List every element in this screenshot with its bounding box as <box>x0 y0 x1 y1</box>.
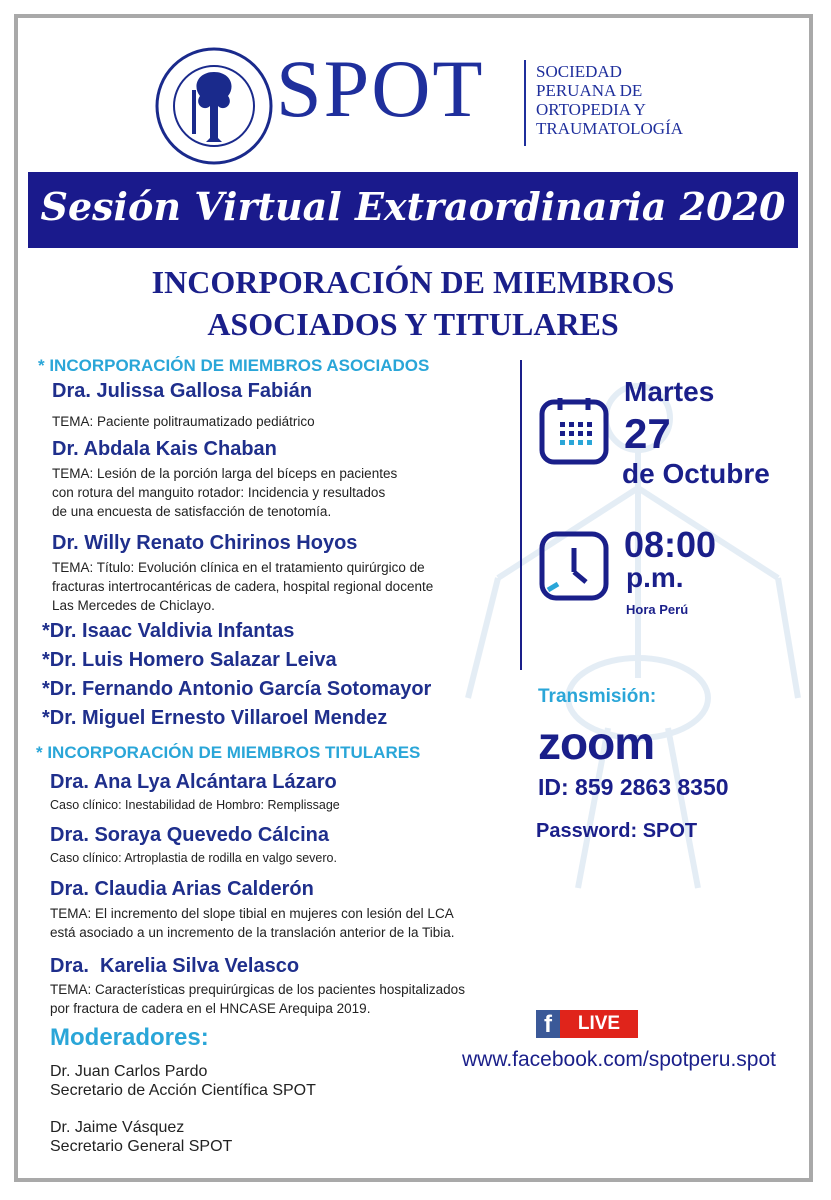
doctor-name: *Dr. Isaac Valdivia Infantas <box>42 620 295 642</box>
doctor-tema <box>52 464 522 521</box>
column-divider <box>520 360 522 670</box>
event-timezone: Hora Perú <box>626 602 689 617</box>
moderator <box>50 1118 232 1156</box>
titulares-heading: * INCORPORACIÓN DE MIEMBROS TITULARES <box>36 743 421 762</box>
moderator-role: Secretario General SPOT <box>50 1138 233 1155</box>
doctor-name: Dr. Abdala Kais Chaban <box>52 438 277 460</box>
org-line: PERUANA DE <box>536 81 643 100</box>
event-time: 08:00 <box>624 524 717 565</box>
header-divider <box>524 60 526 146</box>
doctor-name: Dra. Julissa Gallosa Fabián <box>52 380 313 402</box>
doctor-name: Dra. Claudia Arias Calderón <box>50 878 314 900</box>
doctor-tema <box>50 849 520 868</box>
tema-line: está asociado a un incremento de la translación anterior de la Tibia. <box>50 925 455 940</box>
doctor-tema <box>52 558 522 615</box>
doctor-tema <box>52 412 522 431</box>
tema-line: TEMA: Paciente politraumatizado pediátrico <box>52 414 315 429</box>
tema-line: TEMA: El incremento del slope tibial en mujeres con lesión del LCA <box>50 906 454 921</box>
transmission-label: Transmisión: <box>538 686 657 707</box>
tema-line: TEMA: Características prequirúrgicas de los pacientes hospitalizados <box>50 982 465 997</box>
asociados-heading: * INCORPORACIÓN DE MIEMBROS ASOCIADOS <box>38 356 430 375</box>
live-badge: LIVE <box>560 1010 638 1038</box>
event-weekday: Martes <box>624 376 715 407</box>
moderator-name: Dr. Jaime Vásquez <box>50 1119 185 1136</box>
doctor-name: *Dr. Fernando Antonio García Sotomayor <box>42 678 432 700</box>
tema-line: por fractura de cadera en el HNCASE Arequipa 2019. <box>50 1001 371 1016</box>
doctor-name: Dra. Soraya Quevedo Cálcina <box>50 824 330 846</box>
doctor-tema <box>50 980 540 1018</box>
org-name <box>536 62 683 138</box>
tema-line: TEMA: Título: Evolución clínica en el tratamiento quirúrgico de <box>52 560 425 575</box>
clock-icon <box>538 530 610 602</box>
tema-line: de una encuesta de satisfacción de tenotomía. <box>52 504 332 519</box>
zoom-meeting-id: ID: 859 2863 8350 <box>538 774 729 800</box>
doctor-name: Dra. Karelia Silva Velasco <box>50 955 300 977</box>
moderator-role: Secretario de Acción Científica SPOT <box>50 1082 316 1099</box>
doctor-name: Dra. Ana Lya Alcántara Lázaro <box>50 771 337 793</box>
org-line: ORTOPEDIA Y <box>536 100 646 119</box>
tema-line: con rotura del manguito rotador: Incidencia y resultados <box>52 485 386 500</box>
doctor-name: *Dr. Miguel Ernesto Villaroel Mendez <box>42 707 388 729</box>
banner-title: Sesión Virtual Extraordinaria 2020 <box>40 184 786 229</box>
session-banner <box>28 172 798 248</box>
spot-seal-logo-icon <box>154 46 274 166</box>
org-line: SOCIEDAD <box>536 62 622 81</box>
tema-line: Caso clínico: Artroplastia de rodilla en valgo severo. <box>50 851 337 865</box>
doctor-name: Dr. Willy Renato Chirinos Hoyos <box>52 532 358 554</box>
tema-line: TEMA: Lesión de la porción larga del bíceps en pacientes <box>52 466 398 481</box>
facebook-icon: f <box>536 1010 560 1038</box>
facebook-link[interactable]: www.facebook.com/spotperu.spot <box>462 1048 776 1071</box>
doctor-name: *Dr. Luis Homero Salazar Leiva <box>42 649 337 671</box>
event-ampm: p.m. <box>626 562 684 593</box>
zoom-password: Password: SPOT <box>536 820 698 842</box>
tema-line: Las Mercedes de Chiclayo. <box>52 598 215 613</box>
spot-logo-word: SPOT <box>276 43 485 134</box>
page-title-line2: ASOCIADOS Y TITULARES <box>207 306 619 342</box>
doctor-tema <box>50 796 520 815</box>
page-title-line1: INCORPORACIÓN DE MIEMBROS <box>151 264 675 300</box>
moderator-name: Dr. Juan Carlos Pardo <box>50 1063 208 1080</box>
tema-line: Caso clínico: Inestabilidad de Hombro: Remplissage <box>50 798 340 812</box>
event-month: de Octubre <box>622 458 770 489</box>
moderators-heading: Moderadores: <box>50 1024 209 1051</box>
doctor-tema <box>50 904 540 942</box>
poster <box>14 14 813 1182</box>
tema-line: fracturas intertrocantéricas de cadera, hospital regional docente <box>52 579 434 594</box>
org-line: TRAUMATOLOGÍA <box>536 119 684 138</box>
event-day: 27 <box>624 410 671 457</box>
calendar-icon <box>538 396 610 468</box>
zoom-logo: zoom <box>538 717 655 769</box>
moderator <box>50 1062 316 1100</box>
